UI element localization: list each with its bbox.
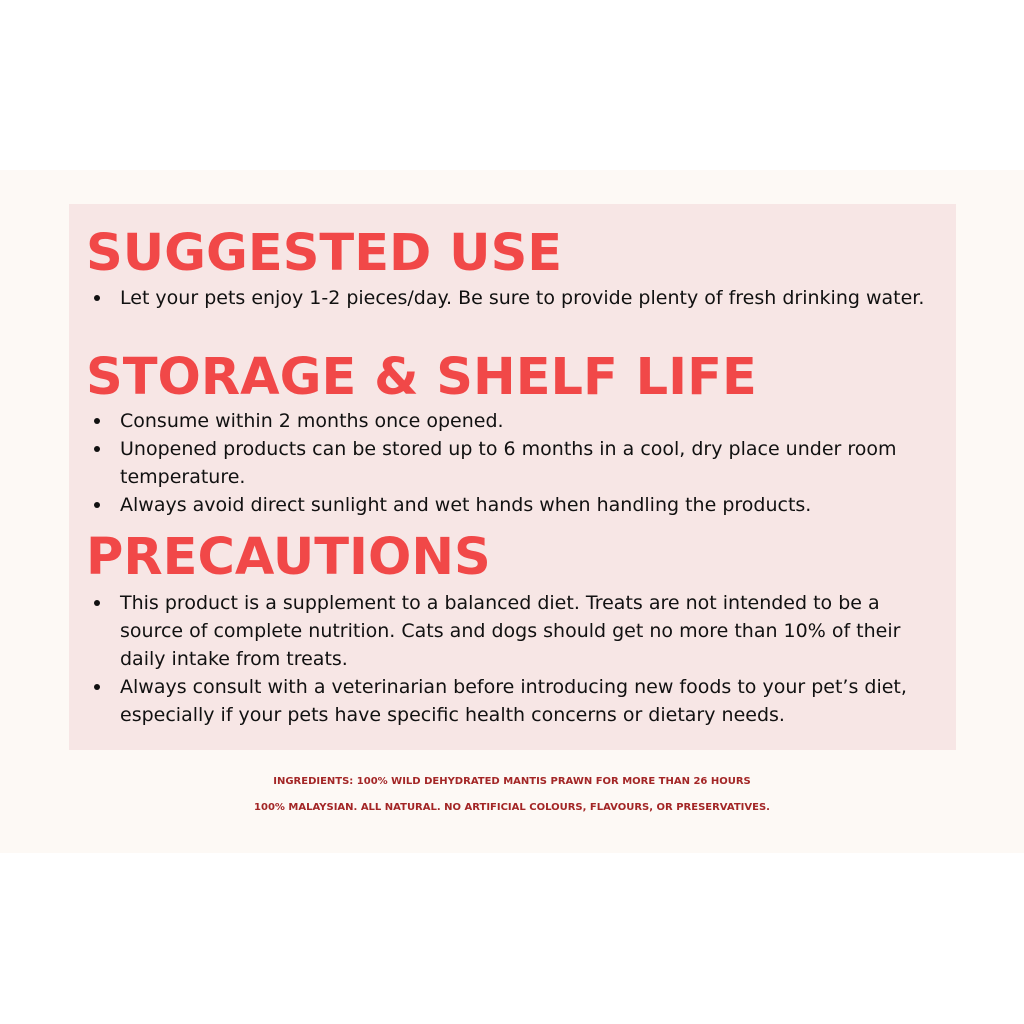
storage-list: [92, 407, 942, 519]
bullet-icon: [94, 418, 100, 424]
precautions-list: [92, 589, 942, 729]
list-item: [92, 284, 942, 312]
ingredients-line: INGREDIENTS: 100% WILD DEHYDRATED MANTIS PRAWN FOR MORE THAN 26 HOURS: [273, 776, 751, 787]
list-item-text: Always avoid direct sunlight and wet hands when handling the products.: [120, 494, 812, 516]
bullet-icon: [94, 600, 100, 606]
list-item-text: Always consult with a veterinarian before introducing new foods to your pet’s diet, especially if your pets have specific health concerns or dietary needs.: [120, 676, 907, 726]
precautions-heading: PRECAUTIONS: [86, 528, 491, 587]
suggested-use-heading: SUGGESTED USE: [86, 224, 563, 283]
list-item: [92, 491, 942, 519]
list-item: [92, 435, 942, 491]
suggested-use-list: [92, 284, 942, 312]
bullet-icon: [94, 684, 100, 690]
claims-line: 100% MALAYSIAN. ALL NATURAL. NO ARTIFICIAL COLOURS, FLAVOURS, OR PRESERVATIVES.: [254, 802, 770, 813]
bullet-icon: [94, 502, 100, 508]
list-item-text: Unopened products can be stored up to 6 months in a cool, dry place under room temperature.: [120, 438, 897, 488]
list-item: [92, 407, 942, 435]
storage-heading: STORAGE & SHELF LIFE: [86, 348, 757, 407]
list-item-text: Consume within 2 months once opened.: [120, 410, 504, 432]
list-item: [92, 589, 942, 673]
list-item-text: This product is a supplement to a balanced diet. Treats are not intended to be a source of complete nutrition. Cats and dogs should get no more than 10% of their daily intake from treats.: [120, 592, 901, 670]
list-item: [92, 673, 942, 729]
bullet-icon: [94, 295, 100, 301]
bullet-icon: [94, 446, 100, 452]
list-item-text: Let your pets enjoy 1-2 pieces/day. Be sure to provide plenty of fresh drinking water.: [120, 287, 925, 309]
